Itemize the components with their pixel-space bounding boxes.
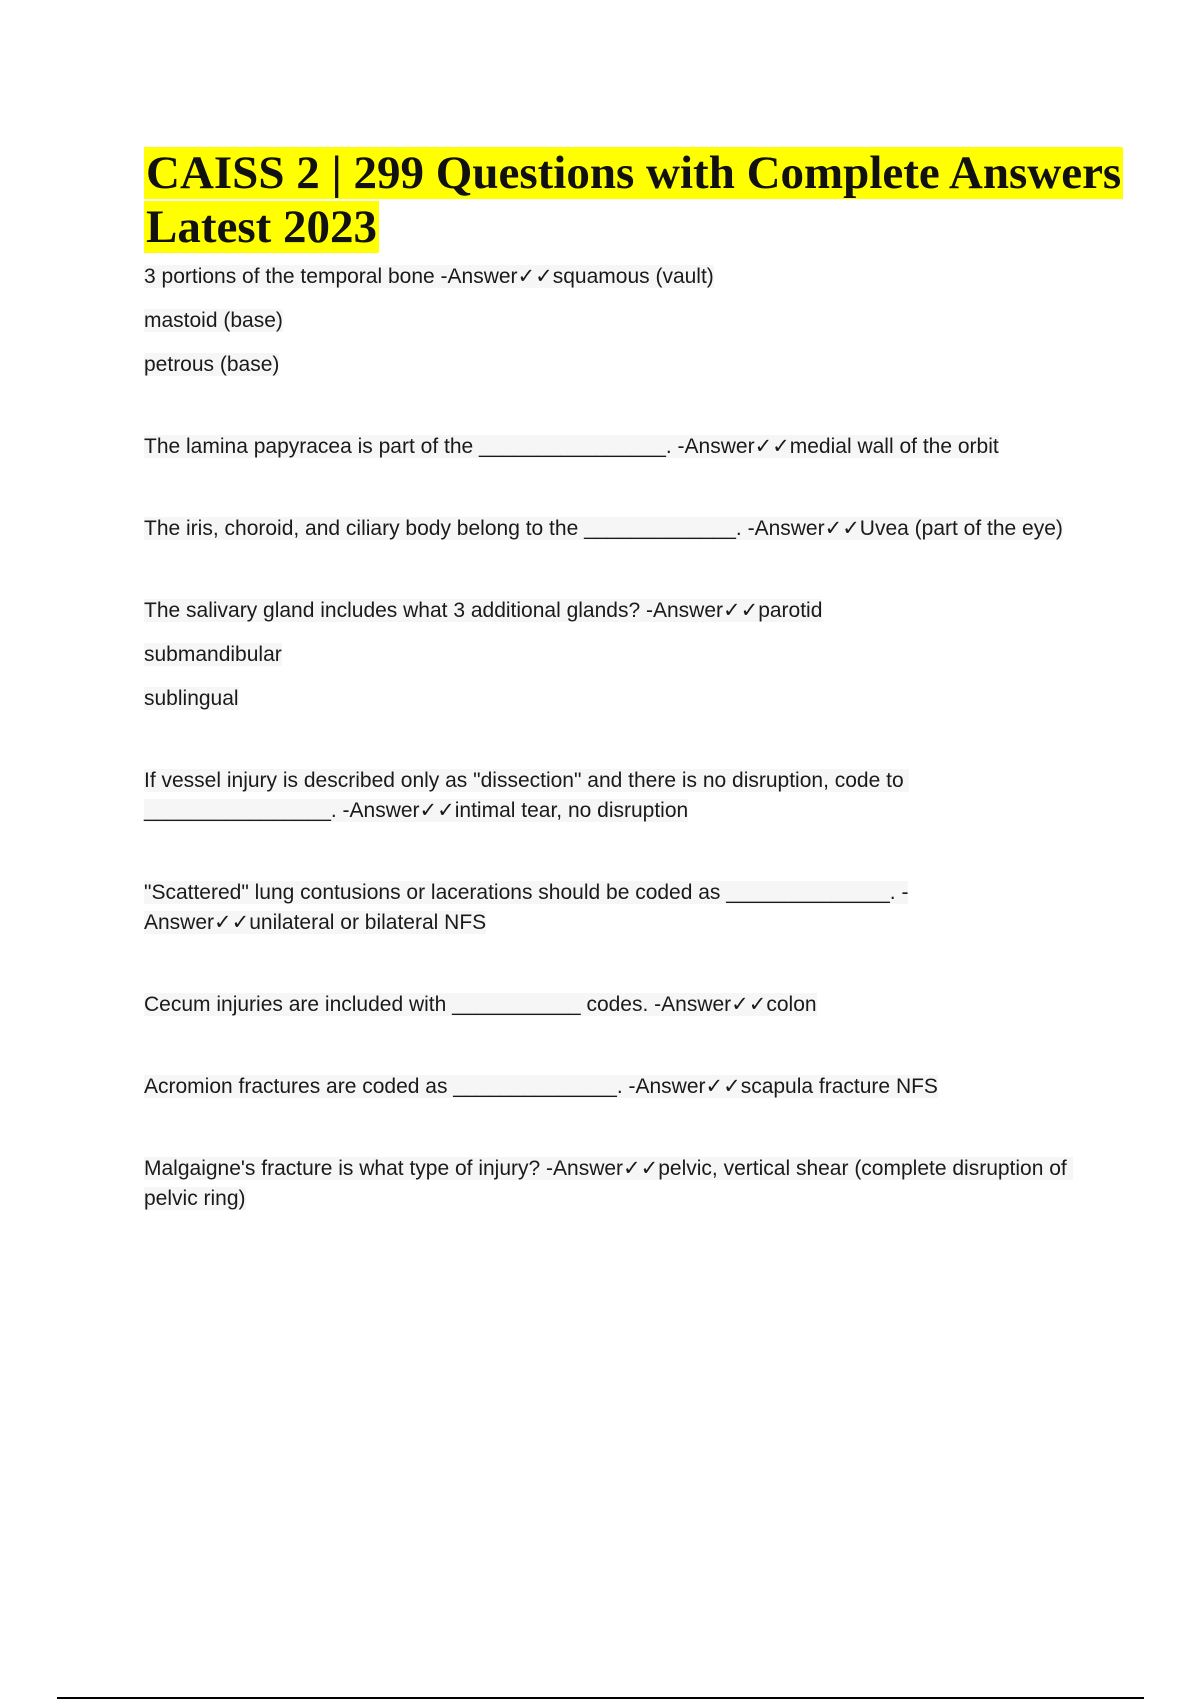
answer-continuation: mastoid (base) [144,309,283,332]
question-text: "Scattered" lung contusions or lacerations should be coded as ______________. -Answer✓✓unilateral or bilateral NFS [144,881,909,934]
title-line-2: Latest 2023 [146,201,378,253]
document-content [144,146,1174,1214]
document-title [144,146,1174,254]
question-text: If vessel injury is described only as "dissection" and there is no disruption, code to ________________. -Answer✓✓intimal tear, no disruption [144,769,910,822]
qa-entry [144,432,1174,462]
question-text: The lamina papyracea is part of the ________________. -Answer✓✓medial wall of the orbit [144,435,999,458]
answer-continuation: submandibular [144,643,282,666]
question-text: Acromion fractures are coded as ______________. -Answer✓✓scapula fracture NFS [144,1075,938,1098]
qa-entry [144,596,1174,714]
qa-entry [144,878,1174,938]
answer-continuation: sublingual [144,687,239,710]
qa-entry [144,514,1174,544]
question-text: Cecum injuries are included with ___________ codes. -Answer✓✓colon [144,993,817,1016]
question-text: The salivary gland includes what 3 additional glands? -Answer✓✓parotid [144,599,823,622]
qa-entry [144,766,1174,826]
question-text: The iris, choroid, and ciliary body belong to the _____________. -Answer✓✓Uvea (part of the eye) [144,517,1063,540]
page-bottom-rule [57,1697,1144,1699]
question-text: Malgaigne's fracture is what type of injury? -Answer✓✓pelvic, vertical shear (complete disruption of pelvic ring) [144,1157,1073,1210]
qa-entry [144,262,1174,380]
qa-entry [144,1154,1174,1214]
title-line-1: CAISS 2 | 299 Questions with Complete Answers [146,147,1122,199]
answer-continuation: petrous (base) [144,353,280,376]
question-text: 3 portions of the temporal bone -Answer✓✓squamous (vault) [144,265,714,288]
qa-entry [144,1072,1174,1102]
qa-entry [144,990,1174,1020]
